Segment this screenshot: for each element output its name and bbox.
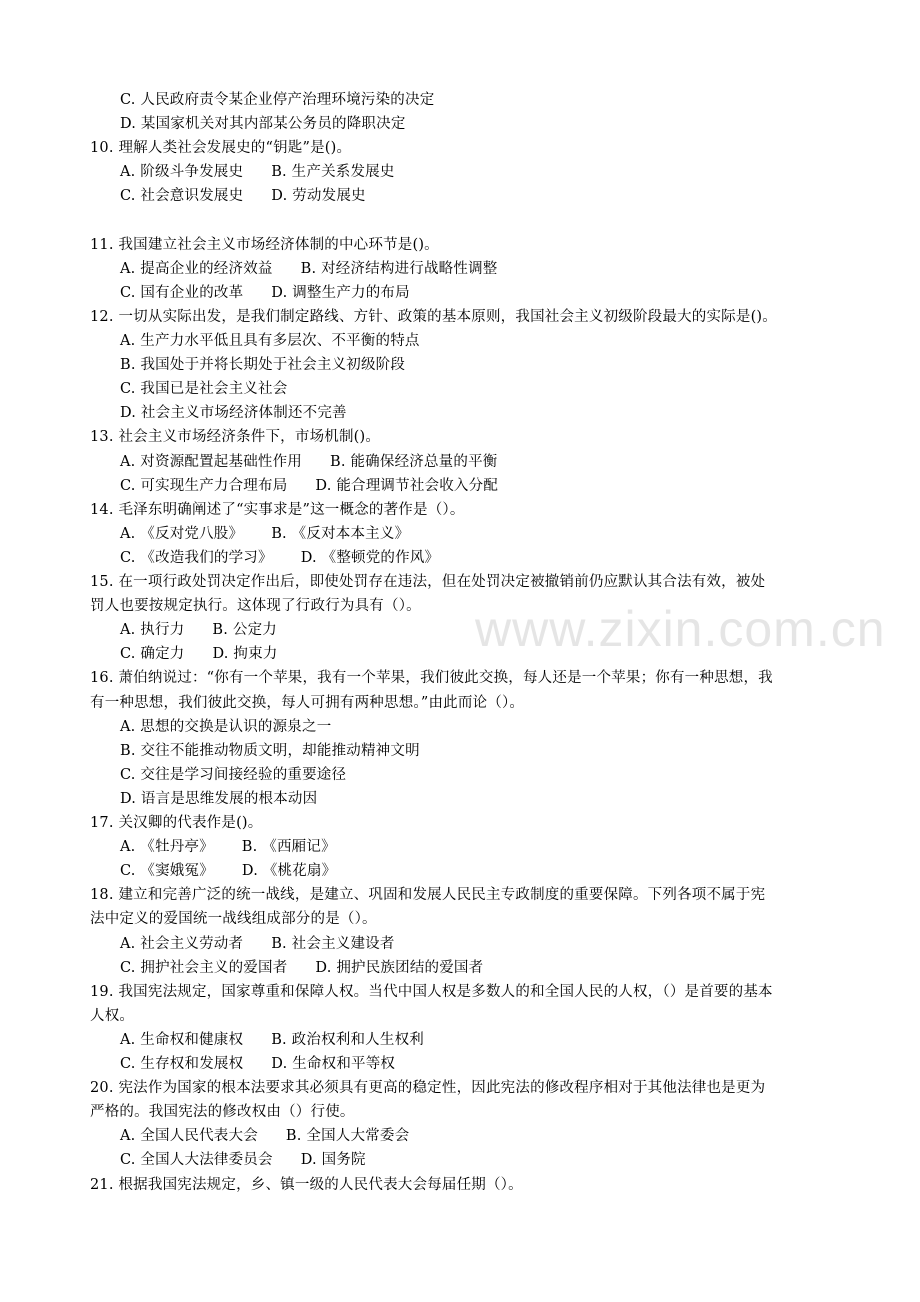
answer-option: C. 《窦娥冤》 (120, 863, 214, 880)
answer-option: A. 生产力水平低且具有多层次、不平衡的特点 (120, 333, 420, 349)
option-row (120, 257, 870, 281)
answer-option: A. 《牡丹亭》 (120, 839, 214, 856)
option-row (120, 522, 870, 546)
answer-option: D. 国务院 (300, 1152, 366, 1169)
question-stem: 10. 理解人类社会发展史的“钥匙”是()。 (90, 140, 352, 157)
answer-option: D. 劳动发展史 (271, 188, 366, 205)
answer-option: A. 全国人民代表大会 (120, 1128, 258, 1145)
answer-option: D. 拘束力 (212, 646, 278, 663)
answer-option: D. 《整顿党的作风》 (300, 549, 440, 566)
question-stem: 13. 社会主义市场经济条件下，市场机制()。 (90, 429, 381, 446)
question-stem: 人权。 (90, 1007, 135, 1024)
question-stem: 17. 关汉卿的代表作是()。 (90, 815, 263, 831)
answer-option: B. 全国人大常委会 (285, 1128, 410, 1145)
option-row (120, 281, 870, 305)
option-row (120, 353, 870, 377)
option-row (120, 377, 870, 401)
answer-option: A. 执行力 (120, 622, 185, 639)
option-row (120, 1052, 870, 1076)
answer-option: B. 社会主义建设者 (271, 935, 395, 952)
answer-option: A. 社会主义劳动者 (120, 935, 244, 952)
question-stem: 19. 我国宪法规定，国家尊重和保障人权。当代中国人权是多数人的和全国人民的人权，（）是首要的基本 (90, 983, 773, 1000)
option-row (120, 956, 870, 980)
answer-option: D. 语言是思维发展的根本动因 (120, 790, 318, 807)
answer-option: D. 能合理调节社会收入分配 (315, 477, 499, 494)
answer-option: C. 国有企业的改革 (120, 284, 244, 301)
answer-option: D. 社会主义市场经济体制还不完善 (120, 405, 347, 422)
option-row (120, 932, 870, 956)
option-row (120, 715, 870, 739)
answer-option: B. 《反对本本主义》 (271, 525, 410, 542)
option-row (120, 450, 870, 474)
answer-option: C. 社会意识发展史 (120, 188, 244, 205)
answer-option: B. 《西厢记》 (241, 839, 336, 856)
answer-option: A. 《反对党八股》 (120, 525, 244, 542)
question-stem: 12. 一切从实际出发，是我们制定路线、方针、政策的基本原则，我国社会主义初级阶段最大的实际是()。 (90, 308, 777, 325)
answer-option: B. 公定力 (212, 622, 277, 639)
option-row (120, 329, 870, 353)
answer-option: B. 生产关系发展史 (271, 164, 395, 181)
option-row (120, 1124, 870, 1148)
answer-option: C. 人民政府责令某企业停产治理环境污染的决定 (120, 92, 435, 108)
answer-option: B. 能确保经济总量的平衡 (330, 453, 498, 470)
question-stem: 罚人也要按规定执行。这体现了行政行为具有（）。 (90, 598, 421, 615)
option-row (120, 184, 870, 208)
option-row (120, 763, 870, 787)
answer-option: A. 对资源配置起基础性作用 (120, 453, 302, 470)
answer-option: B. 对经济结构进行战略性调整 (300, 260, 498, 277)
answer-option: A. 提高企业的经济效益 (120, 260, 273, 277)
blank-line (90, 209, 840, 233)
option-row (120, 474, 870, 498)
answer-option: C. 可实现生产力合理布局 (120, 477, 288, 494)
question-stem: 16. 萧伯纳说过：“你有一个苹果，我有一个苹果，我们彼此交换，每人还是一个苹果；你有一种思想，我 (90, 670, 773, 687)
answer-option: D. 《桃花扇》 (241, 863, 337, 880)
answer-option: C. 确定力 (120, 646, 185, 663)
answer-option: B. 我国处于并将长期处于社会主义初级阶段 (120, 357, 406, 374)
option-row (120, 1148, 870, 1172)
answer-option: C. 《改造我们的学习》 (120, 549, 273, 566)
option-row (120, 401, 870, 425)
answer-option: A. 阶级斗争发展史 (120, 164, 244, 181)
question-stem: 法中定义的爱国统一战线组成部分的是（）。 (90, 911, 377, 928)
option-row (120, 859, 870, 883)
option-row (120, 835, 870, 859)
watermark: www.zixin.com.cn (475, 601, 886, 657)
option-row (120, 787, 870, 811)
option-row (120, 1028, 870, 1052)
question-stem: 严格的。我国宪法的修改权由（）行使。 (90, 1104, 355, 1121)
question-stem: 20. 宪法作为国家的根本法要求其必须具有更高的稳定性，因此宪法的修改程序相对于其他法律也是更为 (90, 1080, 766, 1097)
question-stem: 有一种思想，我们彼此交换，每人可拥有两种思想。”由此而论（）。 (90, 694, 525, 711)
answer-option: C. 拥护社会主义的爱国者 (120, 959, 288, 976)
question-stem: 11. 我国建立社会主义市场经济体制的中心环节是()。 (90, 236, 439, 253)
answer-option: A. 生命权和健康权 (120, 1031, 244, 1048)
answer-option: C. 交往是学习间接经验的重要途径 (120, 766, 347, 783)
answer-option: D. 生命权和平等权 (271, 1056, 396, 1072)
answer-option: D. 拥护民族团结的爱国者 (315, 959, 484, 976)
question-stem: 18. 建立和完善广泛的统一战线，是建立、巩固和发展人民民主专政制度的重要保障。下列各项不属于宪 (90, 887, 766, 904)
answer-option: A. 思想的交换是认识的源泉之一 (120, 718, 332, 735)
answer-option: B. 交往不能推动物质文明，却能推动精神文明 (120, 742, 420, 759)
question-stem: 21. 根据我国宪法规定，乡、镇一级的人民代表大会每届任期（）。 (90, 1176, 523, 1193)
answer-option: B. 政治权利和人生权利 (271, 1031, 424, 1048)
answer-option: C. 我国已是社会主义社会 (120, 381, 288, 398)
option-row (120, 112, 870, 136)
answer-option: D. 某国家机关对其内部某公务员的降职决定 (120, 116, 406, 133)
option-row (120, 160, 870, 184)
answer-option: C. 生存权和发展权 (120, 1056, 244, 1072)
option-row (120, 88, 870, 112)
question-stem: 14. 毛泽东明确阐述了“实事求是”这一概念的著作是（）。 (90, 501, 465, 518)
question-stem: 15. 在一项行政处罚决定作出后，即使处罚存在违法，但在处罚决定被撤销前仍应默认其合法有效，被处 (90, 574, 766, 590)
option-row (120, 546, 870, 570)
option-row (120, 739, 870, 763)
answer-option: C. 全国人大法律委员会 (120, 1152, 273, 1169)
answer-option: D. 调整生产力的布局 (271, 284, 410, 301)
